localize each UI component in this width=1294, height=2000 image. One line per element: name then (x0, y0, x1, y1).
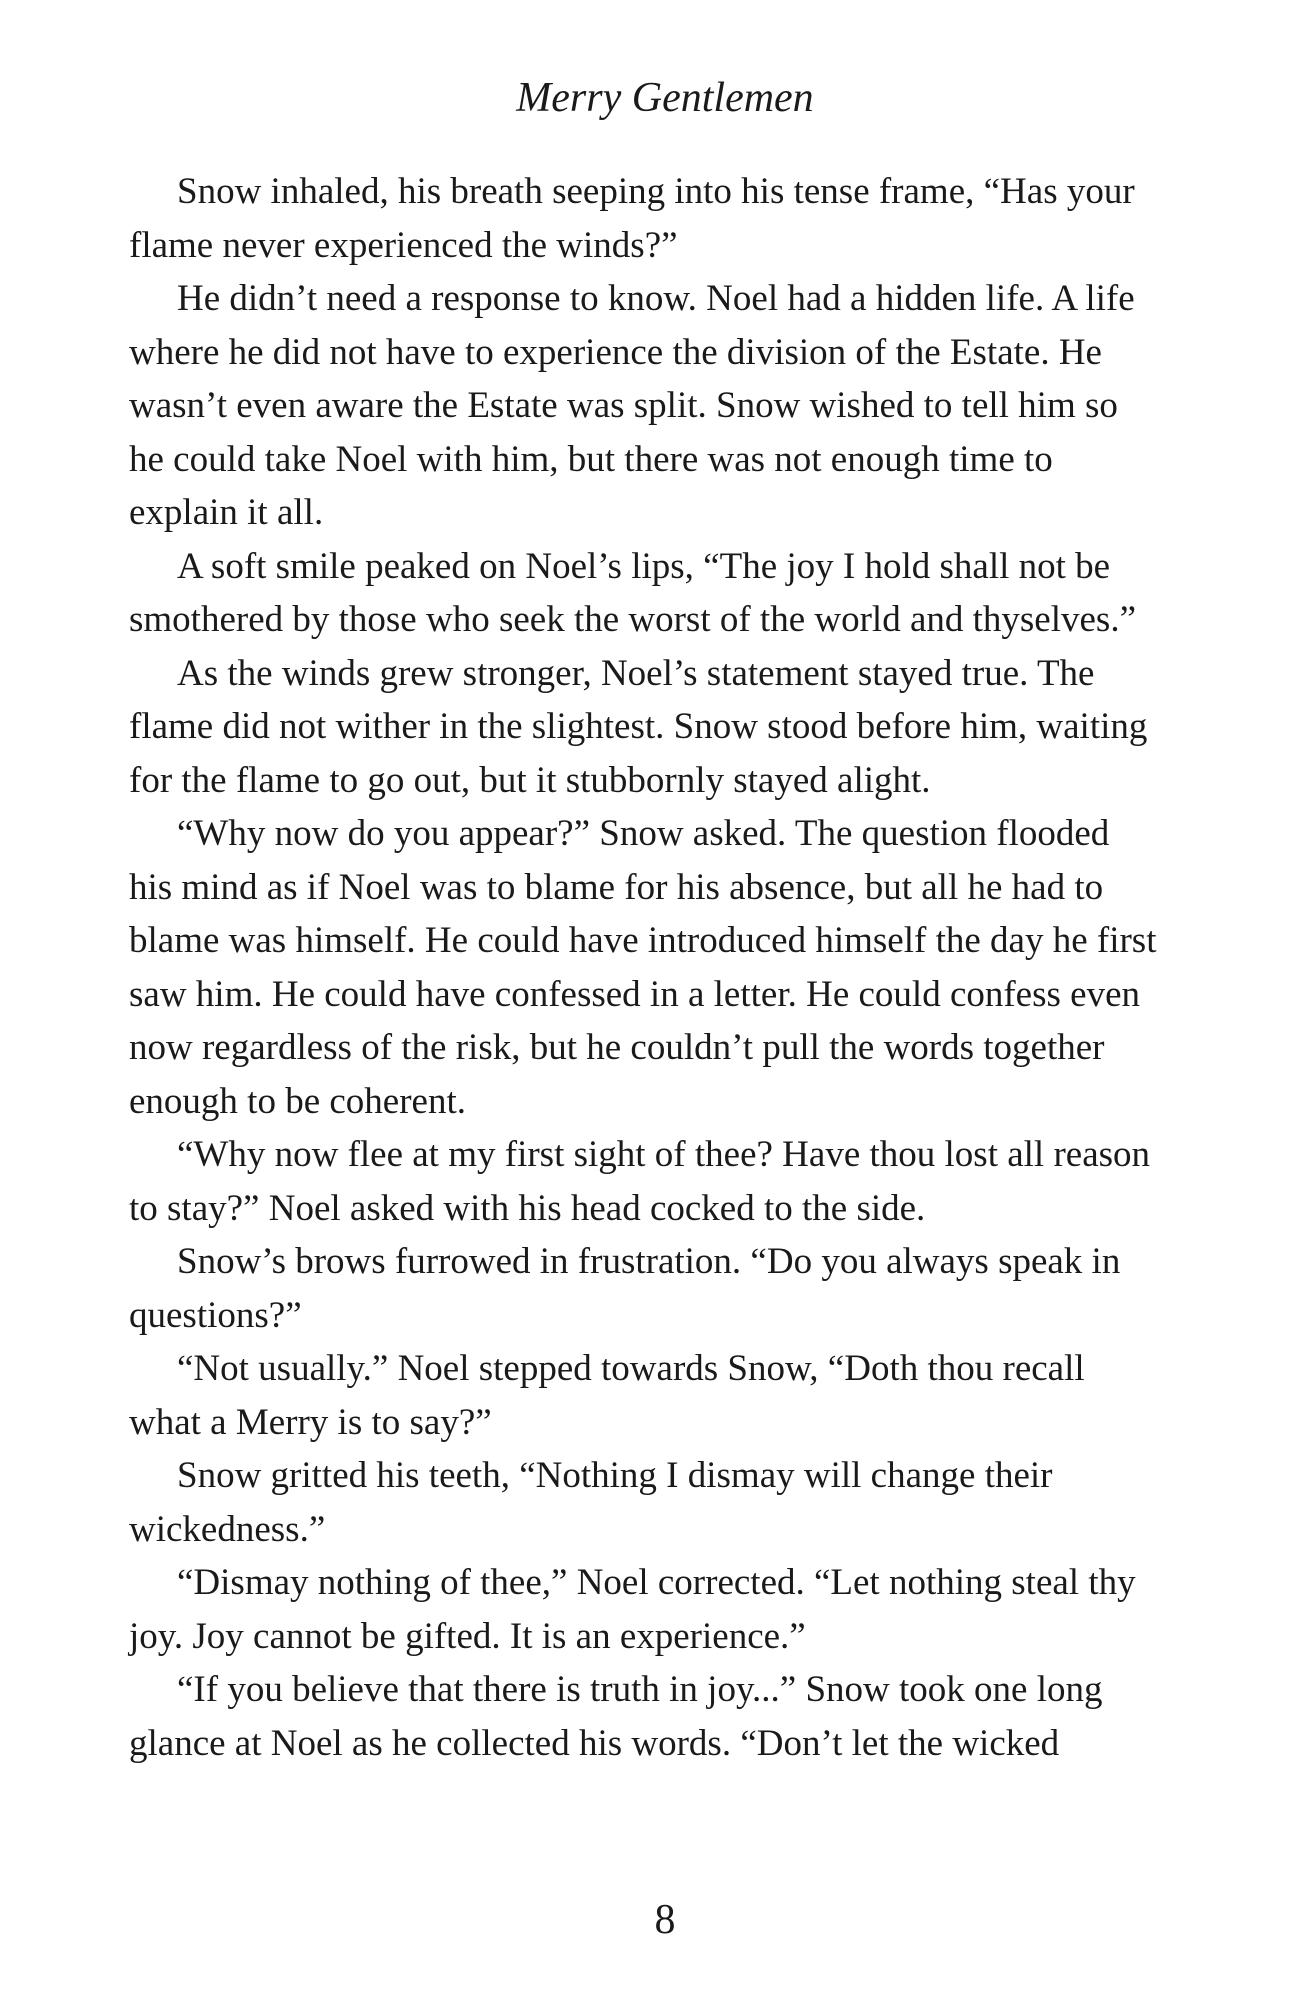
paragraph: Snow inhaled, his breath seeping into his tense frame, “Has your flame never experienced the winds?” (129, 171, 1135, 266)
paragraph: “Not usually.” Noel stepped towards Snow, “Doth thou recall what a Merry is to say?” (129, 1348, 1085, 1443)
paragraph: A soft smile peaked on Noel’s lips, “The joy I hold shall not be smothered by those who seek the worst of the world and thyselves.” (129, 545, 1137, 640)
paragraph: “Why now flee at my first sight of thee? Have thou lost all reason to stay?” Noel asked with his head cocked to the side. (129, 1134, 1151, 1229)
paragraph: Snow gritted his teeth, “Nothing I dismay will change their wickedness.” (129, 1455, 1053, 1550)
paragraph: As the winds grew stronger, Noel’s statement stayed true. The flame did not wither in the slightest. Snow stood before him, waiting for the flame to go out, but it stubbornly stayed alight. (129, 652, 1148, 801)
paragraph: Snow’s brows furrowed in frustration. “Do you always speak in questions?” (129, 1241, 1121, 1336)
running-head-title: Merry Gentlemen (516, 75, 814, 121)
body-text (129, 165, 1161, 1770)
paragraph: “If you believe that there is truth in joy...” Snow took one long glance at Noel as he collected his words. “Don’t let the wicked (129, 1669, 1103, 1764)
page-number: 8 (654, 1897, 676, 1943)
paragraph: He didn’t need a response to know. Noel had a hidden life. A life where he did not have to experience the division of the Estate. He wasn’t even aware the Estate was split. Snow wished to tell him so he could take Noel with him, but there was not enough time to explain it all. (129, 278, 1135, 533)
paragraph: “Why now do you appear?” Snow asked. The question flooded his mind as if Noel was to blame for his absence, but all he had to blame was himself. He could have introduced himself the day he first saw him. He could have confessed in a letter. He could confess even now regardless of the risk, but he couldn’t pull the words together enough to be coherent. (129, 813, 1157, 1122)
paragraph: “Dismay nothing of thee,” Noel corrected. “Let nothing steal thy joy. Joy cannot be gifted. It is an experience.” (129, 1562, 1136, 1657)
